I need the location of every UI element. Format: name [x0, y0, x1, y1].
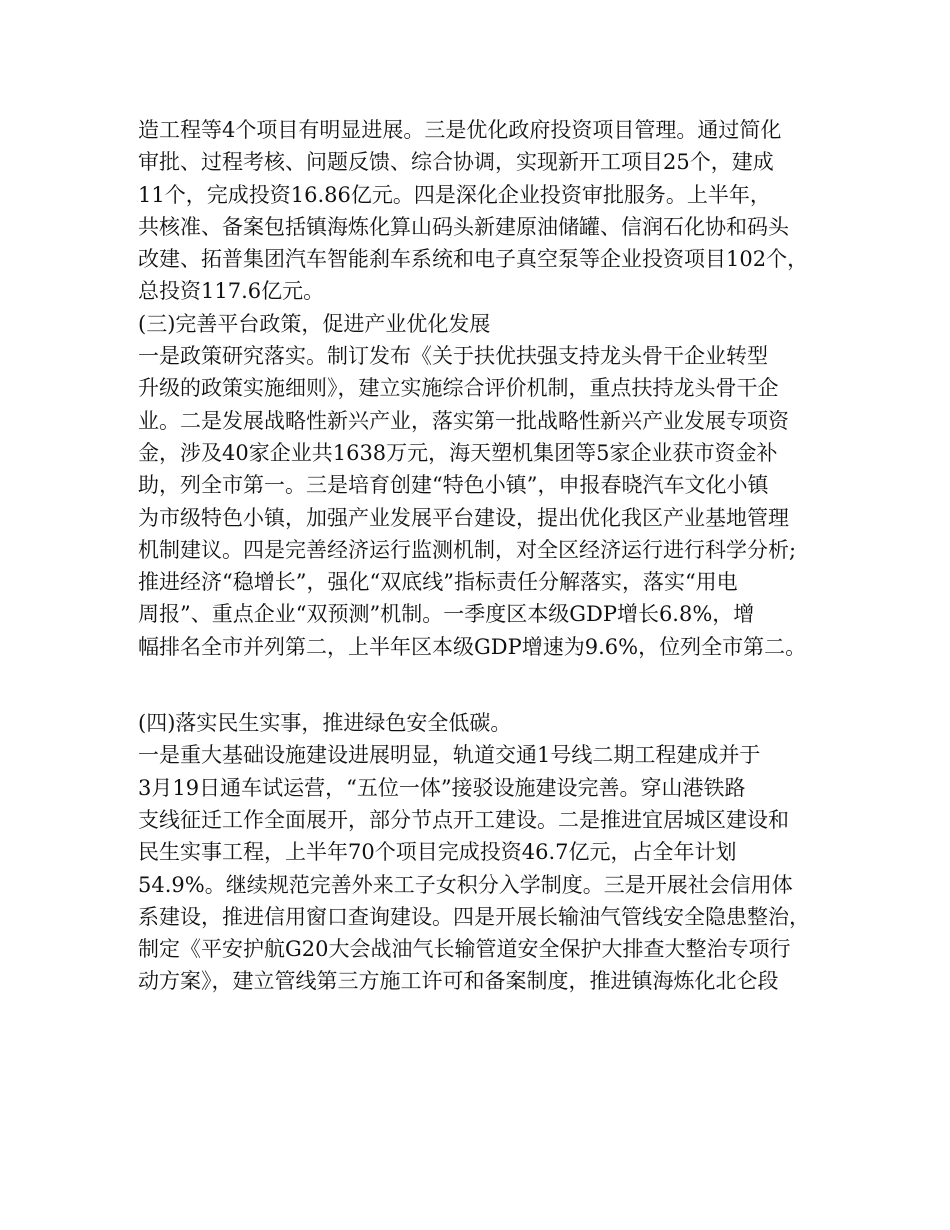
text-line: 机制建议。四是完善经济运行监测机制，对全区经济运行进行科学分析; — [138, 537, 797, 562]
text-line: 一是重大基础设施建设进展明显，轨道交通1号线二期工程建成并于 — [138, 743, 761, 768]
text-line: 动方案》，建立管线第三方施工许可和备案制度，推进镇海炼化北仑段 — [138, 969, 779, 994]
text-line: 共核准、备案包括镇海炼化算山码头新建原油储罐、信润石化协和码头 — [138, 214, 789, 239]
text-line: 幅排名全市并列第二，上半年区本级GDP增速为9.6%，位列全市第二。 — [138, 634, 807, 659]
text-line: 业。二是发展战略性新兴产业，落实第一批战略性新兴产业发展专项资 — [138, 408, 789, 433]
text-line: 总投资117.6亿元。 — [138, 279, 325, 304]
section-heading: (四)落实民生实事，推进绿色安全低碳。 — [138, 711, 512, 736]
text-line: 金，涉及40家企业共1638万元，海天塑机集团等5家企业获市资金补 — [138, 440, 778, 465]
text-line: 升级的政策实施细则》，建立实施综合评价机制，重点扶持龙头骨干企 — [138, 376, 779, 401]
text-line: 支线征迁工作全面展开，部分节点开工建设。二是推进宜居城区建设和 — [138, 807, 789, 832]
text-line: 助，列全市第一。三是培育创建“特色小镇”，申报春晓汽车文化小镇 — [138, 473, 769, 498]
text-line: 推进经济“稳增长”，强化“双底线”指标责任分解落实，落实“用电 — [138, 570, 738, 595]
text-line: 改建、拓普集团汽车智能刹车系统和电子真空泵等企业投资项目102个， — [138, 247, 809, 272]
text-line: 一是政策研究落实。制订发布《关于扶优扶强支持龙头骨干企业转型 — [138, 344, 768, 369]
text-block-2 — [138, 707, 828, 998]
paragraph-gap — [138, 663, 828, 707]
text-block-1 — [138, 114, 828, 663]
text-line: 审批、过程考核、问题反馈、综合协调，实现新开工项目25个，建成 — [138, 150, 774, 175]
text-line: 为市级特色小镇，加强产业发展平台建设，提出优化我区产业基地管理 — [138, 505, 789, 530]
text-line: 民生实事工程，上半年70个项目完成投资46.7亿元，占全年计划 — [138, 840, 737, 865]
document-page — [138, 114, 828, 998]
text-line: 周报”、重点企业“双预测”机制。一季度区本级GDP增长6.8%，增 — [138, 602, 755, 627]
text-line: 系建设，推进信用窗口查询建设。四是开展长输油气管线安全隐患整治， — [138, 904, 810, 929]
text-line: 54.9%。继续规范完善外来工子女积分入学制度。三是开展社会信用体 — [138, 872, 793, 897]
text-line: 制定《平安护航G20大会战油气长输管道安全保护大排查大整治专项行 — [138, 937, 791, 962]
text-line: 造工程等4个项目有明显进展。三是优化政府投资项目管理。通过简化 — [138, 118, 782, 142]
text-line: 11个，完成投资16.86亿元。四是深化企业投资审批服务。上半年， — [138, 182, 771, 207]
section-heading: (三)完善平台政策，促进产业优化发展 — [138, 311, 491, 336]
text-line: 3月19日通车试运营，“五位一体”接驳设施建设完善。穿山港铁路 — [138, 775, 746, 800]
